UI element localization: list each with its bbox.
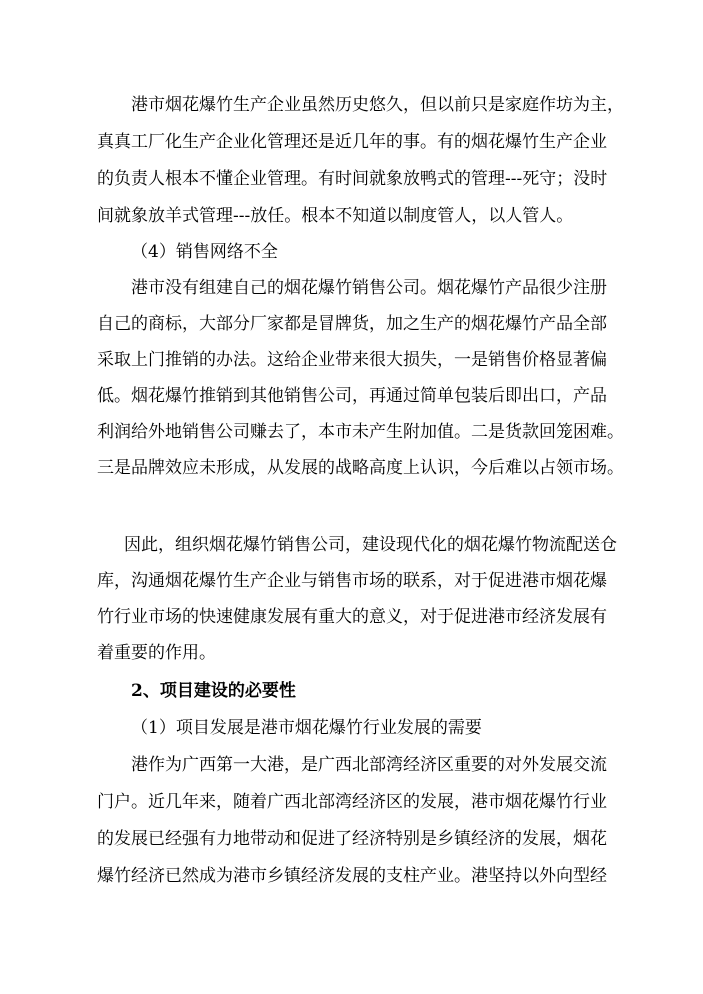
paragraph-line: 真真工厂化生产企业化管理还是近几年的事。有的烟花爆竹生产企业 <box>97 132 607 152</box>
paragraph-line: 低。烟花爆竹推销到其他销售公司，再通过简单包装后即出口，产品 <box>97 386 607 406</box>
paragraph-line: 利润给外地销售公司赚去了，本市未产生附加值。二是货款回笼困难。 <box>97 422 624 442</box>
paragraph-line: 港市没有组建自己的烟花爆竹销售公司。烟花爆竹产品很少注册 <box>131 278 607 298</box>
section-heading-2: 2、项目建设的必要性 <box>131 681 296 701</box>
paragraph-line: 的发展已经强有力地带动和促进了经济特别是乡镇经济的发展，烟花 <box>97 829 607 849</box>
paragraph-line: 自己的商标，大部分厂家都是冒牌货，加之生产的烟花爆竹产品全部 <box>97 314 607 334</box>
section-heading-4: （4）销售网络不全 <box>131 242 278 262</box>
section-heading-1: （1）项目发展是港市烟花爆竹行业发展的需要 <box>131 718 482 738</box>
paragraph-line: 采取上门推销的办法。这给企业带来很大损失，一是销售价格显著偏 <box>97 350 607 370</box>
paragraph-line: 着重要的作用。 <box>97 643 216 663</box>
paragraph-line: 港作为广西第一大港，是广西北部湾经济区重要的对外发展交流 <box>131 755 607 775</box>
paragraph-line: 因此，组织烟花爆竹销售公司，建设现代化的烟花爆竹物流配送仓 <box>124 535 617 555</box>
paragraph-line: 三是品牌效应未形成，从发展的战略高度上认识，今后难以占领市场。 <box>97 458 624 478</box>
paragraph-line: 的负责人根本不懂企业管理。有时间就象放鸭式的管理---死守；没时 <box>97 169 608 189</box>
paragraph-line: 间就象放羊式管理---放任。根本不知道以制度管人，以人管人。 <box>97 206 574 226</box>
paragraph-line: 库，沟通烟花爆竹生产企业与销售市场的联系，对于促进港市烟花爆 <box>97 571 607 591</box>
paragraph-line: 爆竹经济已然成为港市乡镇经济发展的支柱产业。港坚持以外向型经 <box>97 866 607 886</box>
paragraph-line: 竹行业市场的快速健康发展有重大的意义，对于促进港市经济发展有 <box>97 607 607 627</box>
paragraph-line: 港市烟花爆竹生产企业虽然历史悠久，但以前只是家庭作坊为主， <box>131 95 624 115</box>
paragraph-line: 门户。近几年来，随着广西北部湾经济区的发展，港市烟花爆竹行业 <box>97 792 607 812</box>
